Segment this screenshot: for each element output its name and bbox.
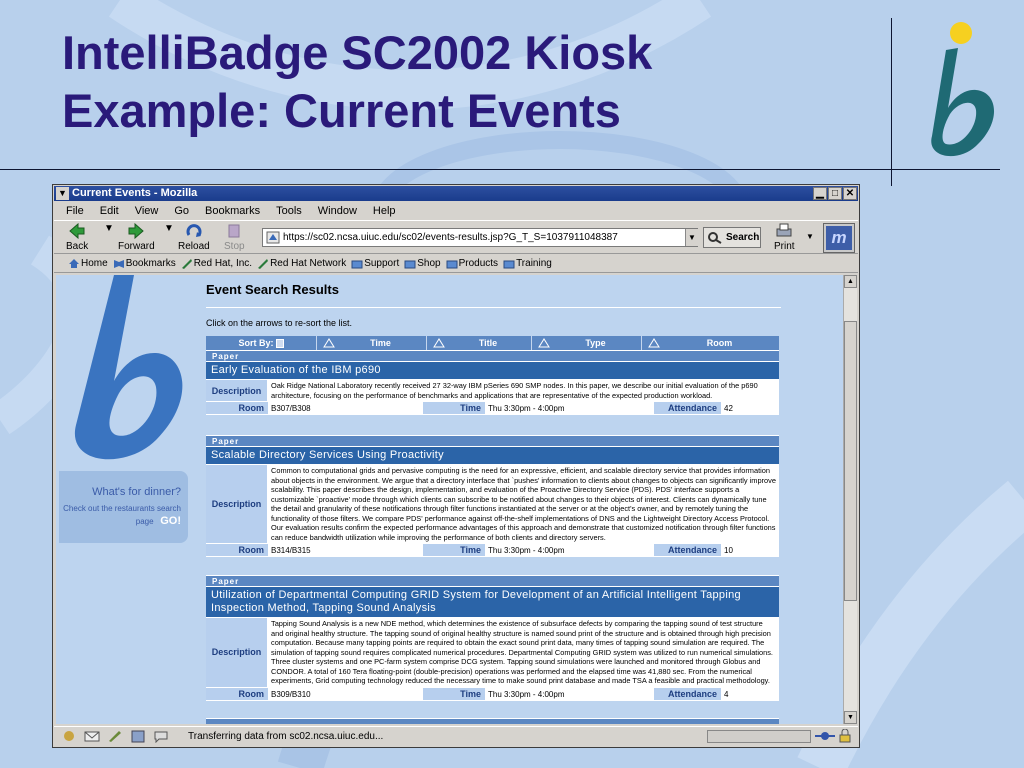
room-label: Room xyxy=(206,402,268,414)
url-bar[interactable] xyxy=(262,228,698,247)
event-room: B309/B310 xyxy=(268,688,423,700)
bookmark-shop[interactable] xyxy=(404,258,440,269)
reload-button[interactable] xyxy=(178,223,210,252)
folder-icon xyxy=(503,258,515,269)
bookmark-shop-label: Shop xyxy=(417,258,441,269)
sort-column-title[interactable] xyxy=(426,336,531,350)
sort-by-label xyxy=(206,336,316,350)
folder-icon xyxy=(404,258,416,269)
time-label: Time xyxy=(423,544,485,556)
sort-bar xyxy=(206,336,779,350)
event-description-row xyxy=(206,379,779,401)
menu-window[interactable]: Window xyxy=(317,205,357,217)
online-status-icon[interactable] xyxy=(814,729,836,743)
browser-window xyxy=(52,184,860,748)
event-room: B307/B308 xyxy=(268,402,423,414)
address-book-icon[interactable] xyxy=(130,730,146,743)
title-divider-horizontal xyxy=(0,169,1000,170)
back-label: Back xyxy=(66,241,89,252)
description-label: Description xyxy=(206,465,268,543)
event-type: Paper xyxy=(206,575,779,586)
bookmark-training[interactable] xyxy=(503,258,552,269)
next-event-strip xyxy=(206,718,779,724)
bookmark-home[interactable] xyxy=(68,258,108,269)
bookmark-red-hat-network[interactable] xyxy=(257,258,346,269)
search-label: Search xyxy=(726,232,760,243)
slide-title xyxy=(62,24,652,140)
menu-file[interactable]: File xyxy=(66,205,84,217)
event-card xyxy=(206,435,779,557)
event-description: Common to computational grids and pervasive computing is the need for an expressive, efficient, and scalable directory service that provides information about objects in the environment. We argue that a directory interface that `pushes' information to clients about changes to objects can significantly improve scalability. This paper describes the design, implementation, and evaluation of the Proactive Directory Service (PDS). PDS' interface supports a customizable `proactive' mode through which clients can subscribe to be notified about changes to their objects of interest. Clients can dynamically tune the detail and granularity of these notifications through filter functions instantiated at the server or at the object's owner, and by remotely tuning the functionality of those filters. We compare PDS' performance against off-the-shelf implementations of DNS and the Lightweight Directory Access Protocol. Our evaluation results confirm the expected performance advantages of this approach and demonstrate that customized notification through filter functions can reduce bandwidth utilization while improving the performance of both clients and directory servers. xyxy=(268,465,779,543)
event-description: Tapping Sound Analysis is a new NDE method, which determines the existence of subsurface defects by comparing the tapping sound of test structure and original healthy structure. The tapping sound of original healthy structure is named sound print of the structure and is obtained through high precision computation. Because many tapping points are required to obtain the exact sound print data, many times of tapping sound simulation are required. The simulation of tapping sound requires complicated numerical procedures. Departmental Computing GRID system was utilized to run numerical simulations. Three cluster systems and one PC-farm system comprise DCG system. Tapping sound simulations were launched and monitored through Globus and CONDOR. A total of 160 Tera floating-point (double-precision) operations was performed and the elapsed time was 41,880 sec. From the numerical experiments, Grid computing technology reduced the necessary time to make sound print database and made TSA a feasible and practical methodology. xyxy=(268,618,779,687)
sort-column-room-label: Room xyxy=(706,338,733,348)
time-label: Time xyxy=(423,402,485,414)
status-bar xyxy=(54,726,858,746)
menu-view[interactable]: View xyxy=(134,205,159,217)
status-text: Transferring data from sc02.ncsa.uiuc.edu... xyxy=(188,731,384,742)
results-hint: Click on the arrows to re-sort the list. xyxy=(206,318,353,328)
bookmark-red-hat-inc[interactable] xyxy=(181,258,252,269)
bookmark-training-label: Training xyxy=(516,258,552,269)
forward-button[interactable] xyxy=(118,223,155,252)
event-time: Thu 3:30pm - 4:00pm xyxy=(485,688,654,700)
slide-title-line-1: IntelliBadge SC2002 Kiosk xyxy=(62,26,653,79)
stop-button[interactable] xyxy=(224,223,245,252)
sort-column-time-label: Time xyxy=(370,338,391,348)
event-room: B314/B315 xyxy=(268,544,423,556)
page-icon xyxy=(266,231,280,244)
forward-history-dropdown[interactable]: ▼ xyxy=(164,223,174,234)
bookmark-bookmarks-label: Bookmarks xyxy=(125,258,176,269)
forward-label: Forward xyxy=(118,241,155,252)
event-description-row xyxy=(206,617,779,687)
sort-toggle-box[interactable] xyxy=(276,339,284,348)
event-meta-row xyxy=(206,543,779,557)
event-card xyxy=(206,575,779,701)
sort-column-type[interactable] xyxy=(531,336,641,350)
results-divider xyxy=(206,307,781,308)
forward-arrow-icon xyxy=(127,223,145,239)
event-meta-row xyxy=(206,401,779,415)
event-meta-row xyxy=(206,687,779,701)
maximize-button[interactable]: □ xyxy=(828,187,842,200)
room-label: Room xyxy=(206,544,268,556)
event-description-row xyxy=(206,464,779,543)
stop-icon xyxy=(225,223,243,239)
event-type: Paper xyxy=(206,435,779,446)
back-arrow-icon xyxy=(68,223,86,239)
room-label: Room xyxy=(206,688,268,700)
bookmark-link-icon xyxy=(181,258,193,269)
menu-help[interactable]: Help xyxy=(372,205,396,217)
security-lock-icon[interactable] xyxy=(839,729,851,743)
bookmark-link-icon xyxy=(257,258,269,269)
scrollbar-thumb[interactable] xyxy=(844,321,857,601)
results-heading: Event Search Results xyxy=(206,282,339,297)
title-divider-vertical xyxy=(891,18,892,186)
event-type: Paper xyxy=(206,350,779,361)
navigator-icon[interactable] xyxy=(61,730,77,743)
dinner-go-link[interactable]: GO! xyxy=(160,515,181,527)
mail-icon[interactable] xyxy=(84,730,100,743)
stop-label: Stop xyxy=(224,241,245,252)
bookmark-red-hat-network-label: Red Hat Network xyxy=(270,258,347,269)
page-content xyxy=(56,275,843,724)
event-description: Oak Ridge National Laboratory recently received 27 32-way IBM pSeries 690 SMP nodes. In this paper, we describe our initial evaluation of the p690 architecture, focusing on the performance of benchmarks and applications that are representative of the expected production workload. xyxy=(268,380,779,401)
sort-column-title-label: Title xyxy=(478,338,498,348)
dinner-promo-panel[interactable] xyxy=(59,471,188,543)
description-label: Description xyxy=(206,618,268,687)
event-attendance: 42 xyxy=(721,402,779,414)
bookmark-support[interactable] xyxy=(351,258,399,269)
bookmark-support-label: Support xyxy=(364,258,400,269)
url-text: https://sc02.ncsa.uiuc.edu/sc02/events-results.jsp?G_T_S=1037911048387 xyxy=(283,232,618,243)
menu-bar xyxy=(57,202,403,220)
close-button[interactable]: ✕ xyxy=(843,187,857,200)
folder-icon xyxy=(446,258,458,269)
home-icon xyxy=(68,258,80,269)
reload-label: Reload xyxy=(178,241,210,252)
mozilla-throbber-icon[interactable]: m xyxy=(824,224,854,252)
sort-arrow-icon[interactable] xyxy=(433,338,445,348)
sort-arrow-icon[interactable] xyxy=(538,338,550,348)
chat-icon[interactable] xyxy=(153,730,169,743)
event-attendance: 4 xyxy=(721,688,779,700)
bookmark-home-label: Home xyxy=(81,258,108,269)
progress-meter xyxy=(707,730,811,743)
url-history-dropdown[interactable]: ▼ xyxy=(685,229,698,246)
menu-bookmarks[interactable]: Bookmarks xyxy=(205,205,261,217)
navigation-toolbar xyxy=(54,220,858,254)
time-label: Time xyxy=(423,688,485,700)
bookmark-products-label: Products xyxy=(458,258,499,269)
sort-column-room[interactable] xyxy=(641,336,779,350)
menu-edit[interactable]: Edit xyxy=(99,205,119,217)
slide-title-line-2: Example: Current Events xyxy=(62,84,621,137)
dinner-promo-title: What's for dinner? xyxy=(92,486,181,498)
event-title[interactable]: Scalable Directory Services Using Proactivity xyxy=(206,446,779,464)
window-title: Current Events - Mozilla xyxy=(72,187,198,199)
menu-go[interactable]: Go xyxy=(174,205,190,217)
print-label: Print xyxy=(774,241,795,252)
bookmark-products[interactable] xyxy=(446,258,498,269)
attendance-label: Attendance xyxy=(654,402,721,414)
event-card xyxy=(206,350,779,415)
bookmark-red-hat-inc-label: Red Hat, Inc. xyxy=(193,258,253,269)
dinner-promo-text-line-1: Check out the restaurants search xyxy=(63,504,181,513)
event-results xyxy=(206,275,781,699)
reload-icon xyxy=(185,223,203,239)
minimize-button[interactable]: ▁ xyxy=(813,187,827,200)
attendance-label: Attendance xyxy=(654,688,721,700)
bookmark-bookmarks[interactable] xyxy=(113,258,176,269)
description-label: Description xyxy=(206,380,268,401)
sort-column-time[interactable] xyxy=(316,336,426,350)
bookmarks-icon xyxy=(113,258,125,269)
dinner-promo-text-line-2: page xyxy=(135,517,154,526)
printer-icon xyxy=(775,223,793,239)
search-icon xyxy=(707,231,723,244)
event-title[interactable]: Utilization of Departmental Computing GRID System for Development of an Artificial Intelligent Tapping Inspection Method, Tapping Sound Analysis xyxy=(206,586,779,617)
sort-arrow-icon[interactable] xyxy=(648,338,660,348)
window-titlebar[interactable] xyxy=(54,186,858,201)
sort-by-text: Sort By: xyxy=(238,338,274,348)
page-background-logo-icon xyxy=(56,275,196,465)
folder-icon xyxy=(351,258,363,269)
event-title[interactable]: Early Evaluation of the IBM p690 xyxy=(206,361,779,379)
composer-icon[interactable] xyxy=(107,730,123,743)
event-time: Thu 3:30pm - 4:00pm xyxy=(485,402,654,414)
sort-column-type-label: Type xyxy=(585,338,606,348)
sort-arrow-icon[interactable] xyxy=(323,338,335,348)
attendance-label: Attendance xyxy=(654,544,721,556)
event-time: Thu 3:30pm - 4:00pm xyxy=(485,544,654,556)
menu-tools[interactable]: Tools xyxy=(276,205,302,217)
print-button[interactable] xyxy=(774,223,795,252)
dinner-promo-text xyxy=(59,502,181,528)
vertical-scrollbar[interactable] xyxy=(843,275,857,724)
scroll-down-button[interactable]: ▼ xyxy=(844,711,857,724)
back-history-dropdown[interactable]: ▼ xyxy=(104,223,114,234)
search-button[interactable] xyxy=(703,227,761,248)
system-menu-icon[interactable]: ▼ xyxy=(56,187,69,200)
intellibadge-logo-icon xyxy=(906,18,1006,163)
event-attendance: 10 xyxy=(721,544,779,556)
scroll-up-button[interactable]: ▲ xyxy=(844,275,857,288)
personal-toolbar xyxy=(54,255,858,273)
print-options-dropdown[interactable]: ▼ xyxy=(806,232,814,241)
back-button[interactable] xyxy=(66,223,88,252)
